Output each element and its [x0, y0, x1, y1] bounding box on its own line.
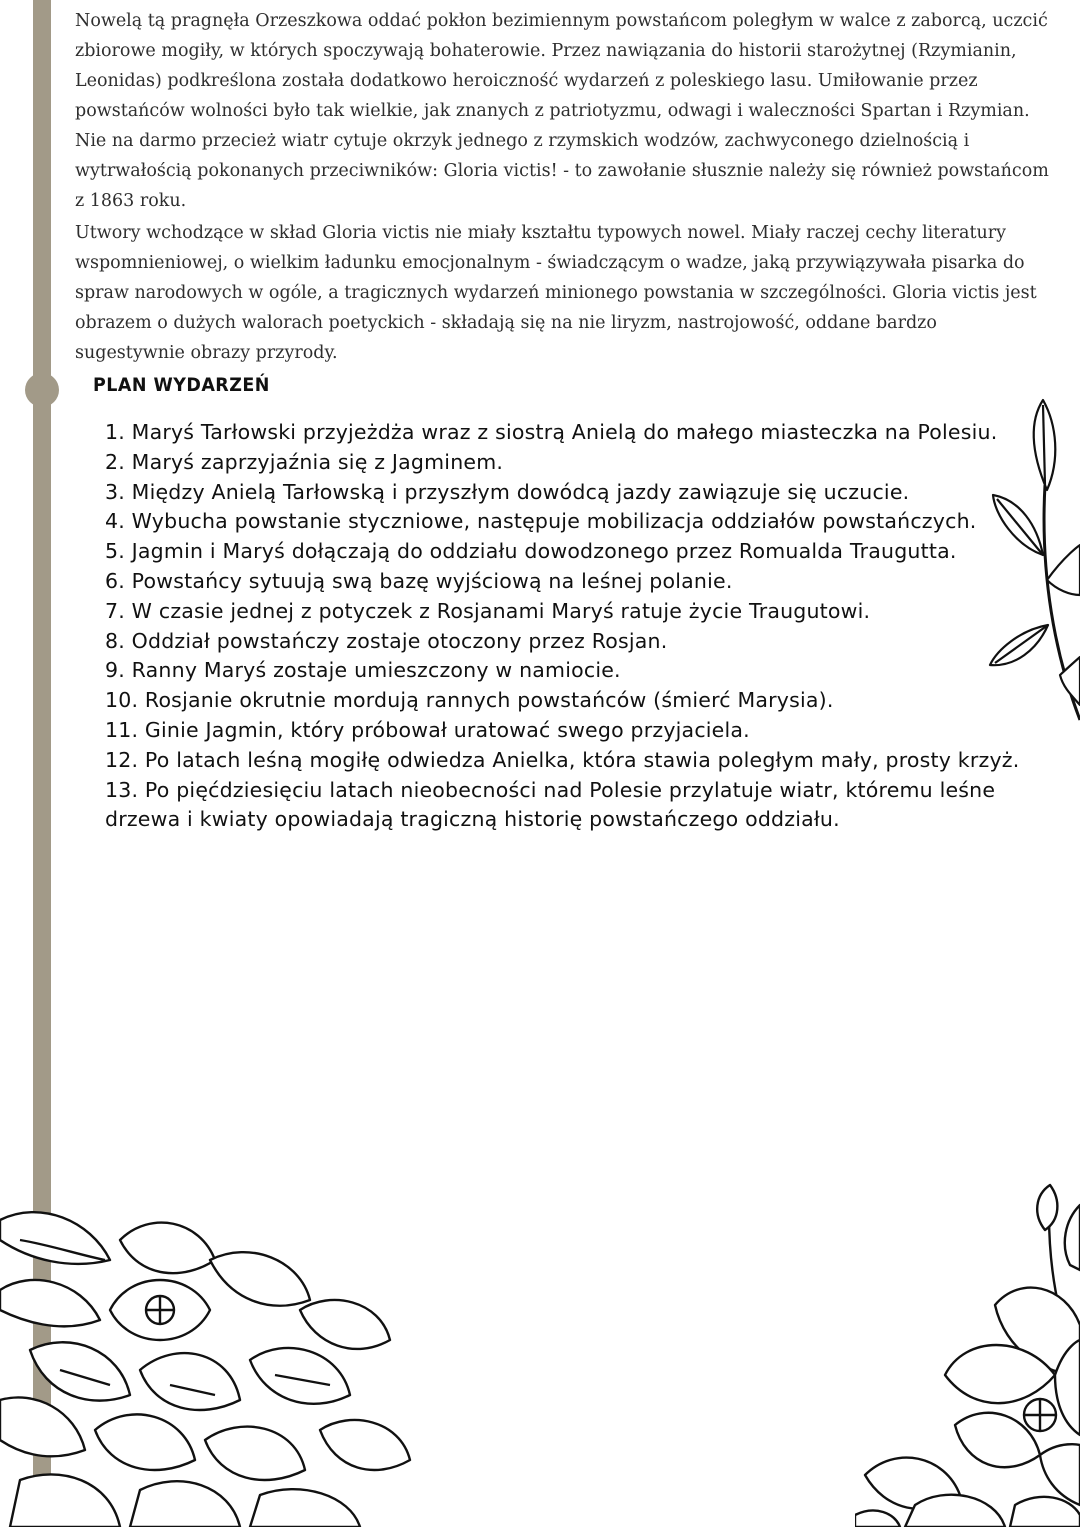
- plan-list: [105, 418, 1035, 835]
- plan-item-9: 9. Ranny Maryś zostaje umieszczony w namiocie.: [105, 658, 621, 683]
- flower-icon: [855, 1175, 1080, 1527]
- intro-paragraph-1: Nowelą tą pragnęła Orzeszkowa oddać pokłon bezimiennym powstańcom poległym w walce z zaborcą, uczcić zbiorowe mogiły, w których spoczywają bohaterowie. Przez nawiązania do historii starożytnej (Rzymianin, Leonidas) podkreślona została dodatkowo heroiczność wydarzeń z poleskiego lasu. Umiłowanie przez powstańców wolności było tak wielkie, jak znanych z patriotyzmu, odwagi i waleczności Spartan i Rzymian. Nie na darmo przecież wiatr cytuje okrzyk jednego z rzymskich wodzów, zachwyconego dzielnością i wytrwałością pokonanych przeciwników: Gloria victis! - to zawołanie słusznie należy się również powstańcom z 1863 roku.: [75, 11, 1049, 211]
- plan-item-13: 13. Po pięćdziesięciu latach nieobecności nad Polesie przylatuje wiatr, któremu leśne drzewa i kwiaty opowiadają tragiczną historię powstańczego oddziału.: [105, 777, 996, 832]
- plan-item-3: 3. Między Anielą Tarłowską i przyszłym dowódcą jazdy zawiązuje się uczucie.: [105, 479, 910, 504]
- plan-item-1: 1. Maryś Tarłowski przyjeżdża wraz z siostrą Anielą do małego miasteczka na Polesiu.: [105, 420, 998, 444]
- plan-item-4: 4. Wybucha powstanie styczniowe, następuje mobilizacja oddziałów powstańczych.: [105, 509, 977, 534]
- plan-item-6: 6. Powstańcy sytuują swą bazę wyjściową na leśnej polanie.: [105, 568, 733, 593]
- plan-item-11: 11. Ginie Jagmin, który próbował uratować swego przyjaciela.: [105, 717, 750, 742]
- leaf-branch-icon: [985, 395, 1080, 725]
- plan-item-10: 10. Rosjanie okrutnie mordują rannych powstańców (śmierć Marysia).: [105, 688, 834, 713]
- plan-item-5: 5. Jagmin i Maryś dołączają do oddziału dowodzonego przez Romualda Traugutta.: [105, 539, 957, 564]
- flower-bouquet-icon: [0, 1200, 430, 1527]
- plan-item-7: 7. W czasie jednej z potyczek z Rosjanami Maryś ratuje życie Traugutowi.: [105, 598, 871, 623]
- plan-item-2: 2. Maryś zaprzyjaźnia się z Jagminem.: [105, 449, 504, 474]
- plan-item-12: 12. Po latach leśną mogiłę odwiedza Anielka, która stawia poległym mały, prosty krzyż.: [105, 747, 1020, 772]
- intro-paragraph-2: Utwory wchodzące w skład Gloria victis nie miały kształtu typowych nowel. Miały raczej cechy literatury wspomnieniowej, o wielkim ładunku emocjonalnym - świadczącym o wadze, jaką przywiązywała pisarka do spraw narodowych w ogóle, a tragicznych wydarzeń minionego powstania w szczególności. Gloria victis jest obrazem o dużych walorach poetyckich - składają się na nie liryzm, nastrojowość, oddane bardzo sugestywnie obrazy przyrody.: [75, 223, 1037, 363]
- timeline-dot: [25, 373, 59, 407]
- plan-item-8: 8. Oddział powstańczy zostaje otoczony przez Rosjan.: [105, 628, 668, 653]
- plan-heading: PLAN WYDARZEŃ: [93, 374, 270, 396]
